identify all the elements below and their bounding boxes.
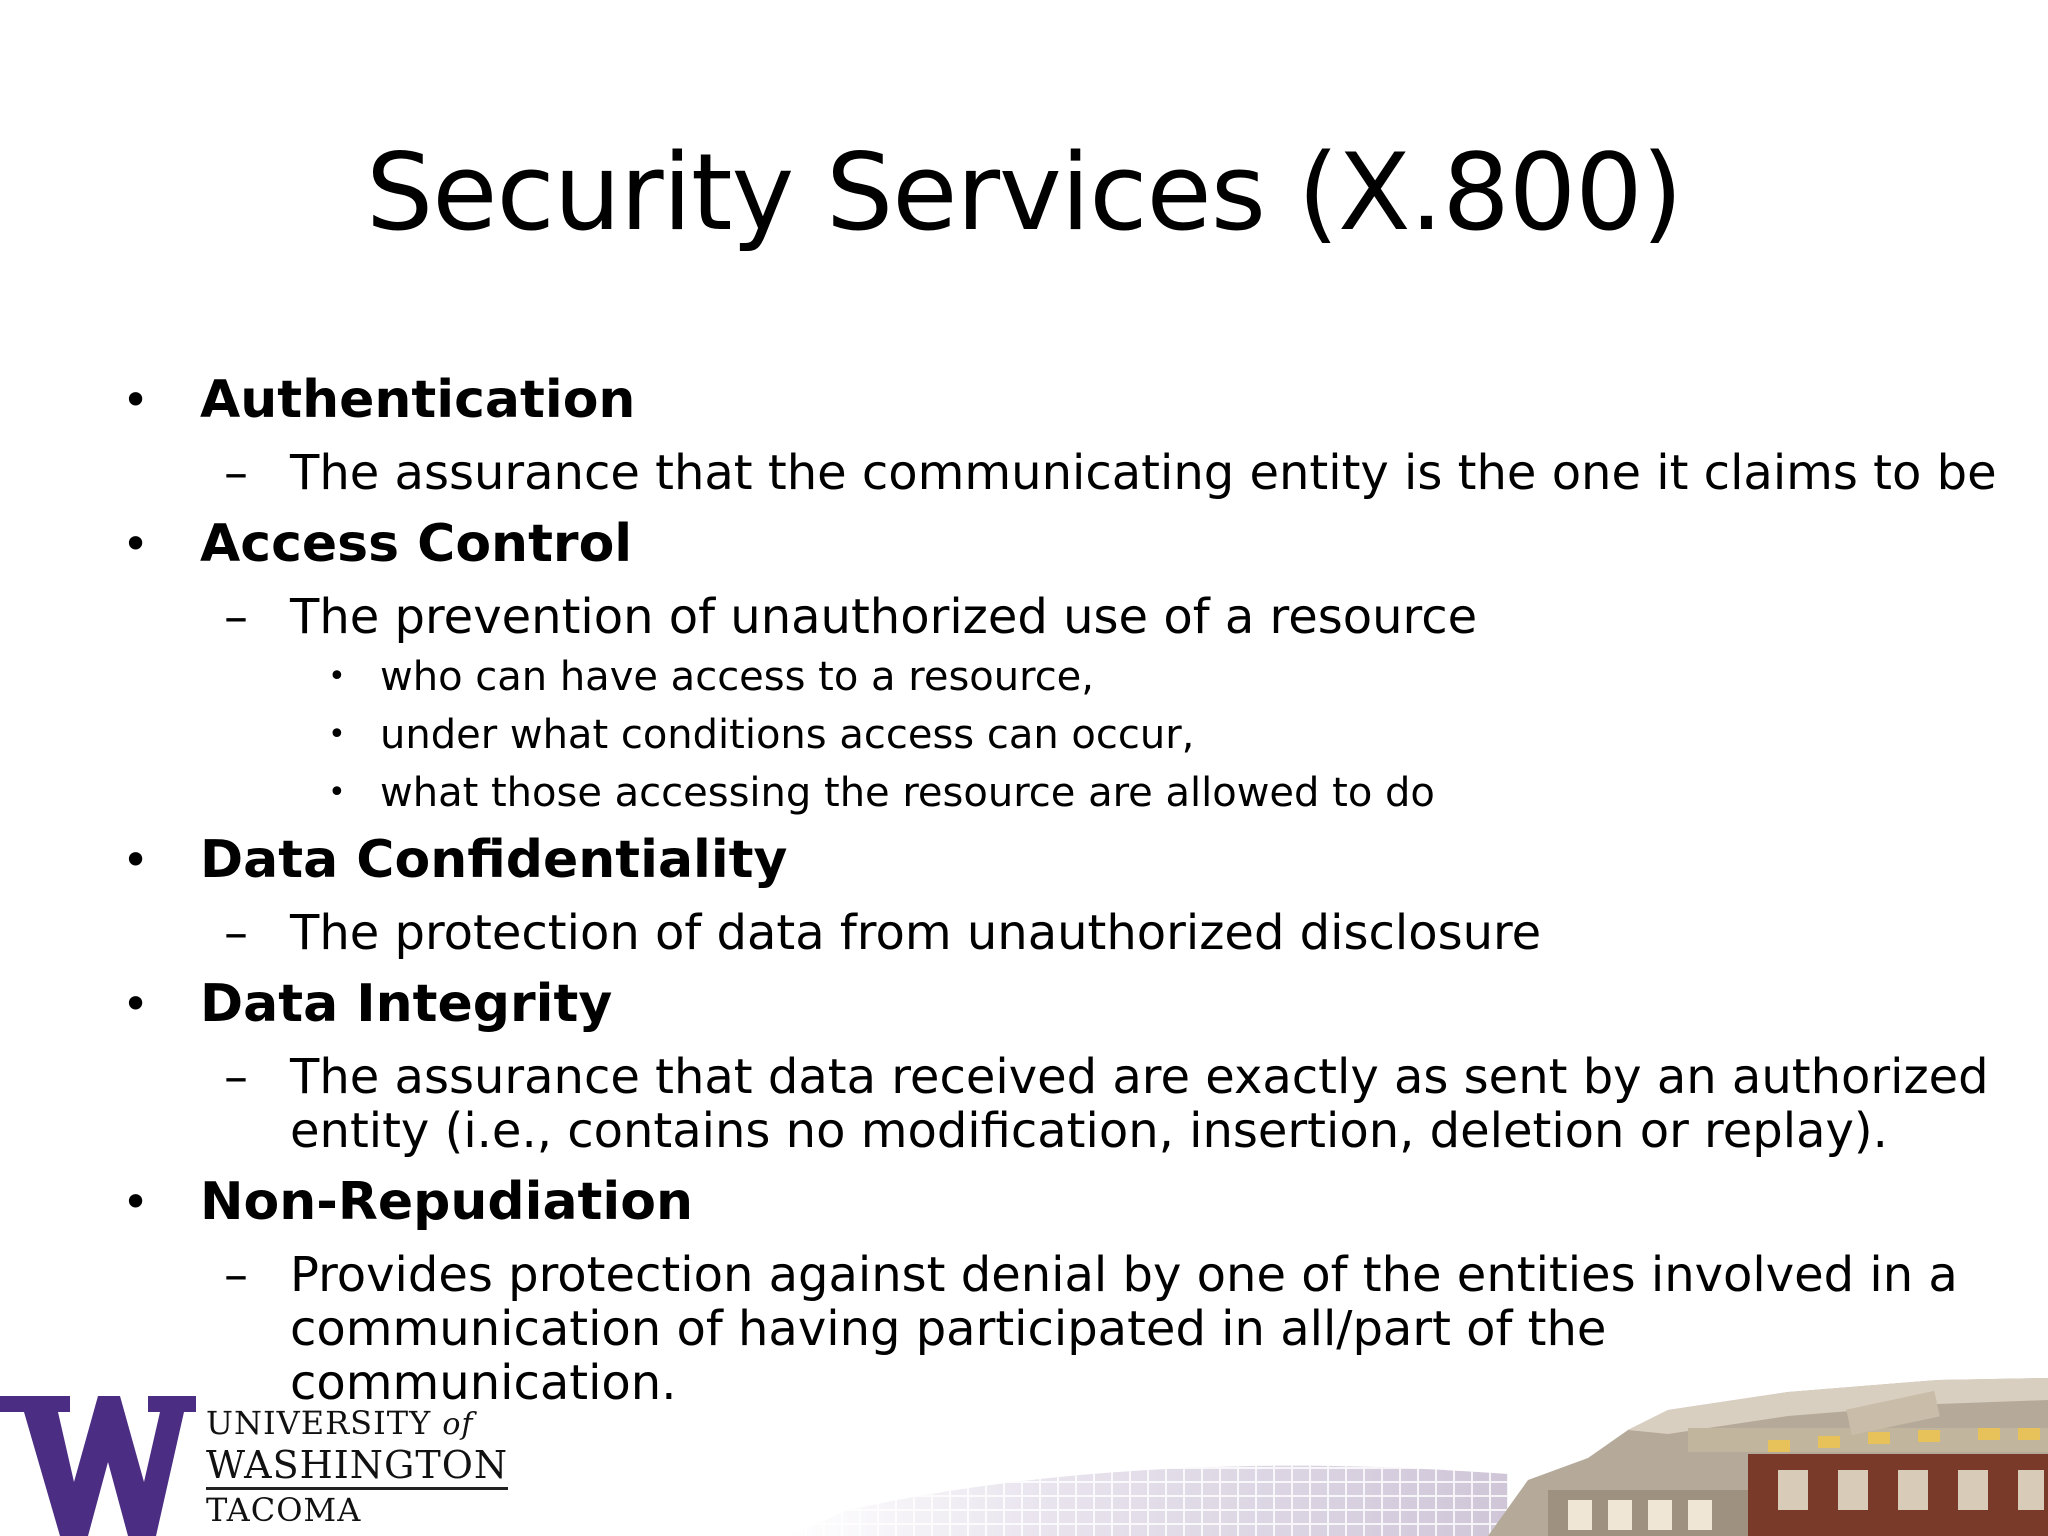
slide-title: Security Services (X.800) [366, 131, 1682, 254]
bullet-detail [120, 1050, 2000, 1158]
bullet-detail-text: The protection of data from unauthorized disclosure [290, 905, 1542, 961]
dash-icon: – [224, 1247, 248, 1303]
bullet-icon: • [122, 977, 150, 1031]
dash-icon: – [224, 589, 248, 645]
dash-icon: – [224, 445, 248, 501]
bullet-icon: • [328, 717, 346, 752]
bullet-detail-text: The assurance that the communicating entity is the one it claims to be [290, 445, 1997, 501]
dash-icon: – [224, 1049, 248, 1105]
bullet-non-repudiation [120, 1168, 2020, 1236]
bullet-icon: • [122, 1175, 150, 1229]
bullet-heading: Authentication [200, 370, 636, 430]
uw-logo-line1: UNIVERSITY of [206, 1404, 474, 1442]
bullet-detail-text: Provides protection against denial by one of the entities involved in a communication of having participated in all/part of the communication. [290, 1247, 1958, 1411]
sub-bullet-text: under what conditions access can occur, [380, 712, 1195, 758]
bullet-icon: • [328, 659, 346, 694]
uw-logo-line2: WASHINGTON [206, 1445, 508, 1490]
sub-bullet [120, 706, 2020, 764]
slide-footer [0, 1370, 2048, 1536]
bullet-heading: Data Integrity [200, 974, 613, 1034]
pinkerton-building-icon [1488, 1378, 2048, 1536]
bullet-detail-text: The prevention of unauthorized use of a resource [290, 589, 1478, 645]
bullet-data-confidentiality [120, 826, 2020, 894]
dash-icon: – [224, 905, 248, 961]
bullet-access-control [120, 510, 2020, 578]
bullet-detail [120, 590, 2000, 644]
building-banner-image [788, 1370, 2048, 1536]
bullet-detail-text: The assurance that data received are exactly as sent by an authorized entity (i.e., contains no modification, insertion, deletion or replay). [290, 1049, 1989, 1159]
bullet-heading: Non-Repudiation [200, 1172, 693, 1232]
bullet-icon: • [122, 373, 150, 427]
bullet-detail [120, 906, 2000, 960]
uw-logo-line3: TACOMA [206, 1491, 362, 1529]
uw-tacoma-logo [0, 1386, 510, 1536]
sub-bullet [120, 764, 2020, 822]
bullet-heading: Data Confidentiality [200, 830, 788, 890]
w-logo-icon [0, 1386, 200, 1536]
bullet-data-integrity [120, 970, 2020, 1038]
sub-bullet [120, 648, 2020, 706]
bullet-heading: Access Control [200, 514, 633, 574]
uw-logo-text [206, 1403, 508, 1530]
sub-bullet-text: what those accessing the resource are allowed to do [380, 770, 1435, 816]
sub-bullet-text: who can have access to a resource, [380, 654, 1095, 700]
bullet-icon: • [122, 517, 150, 571]
bullet-authentication [120, 366, 2020, 434]
bullet-icon: • [122, 833, 150, 887]
bullet-icon: • [328, 775, 346, 810]
bullet-detail [120, 446, 2000, 500]
slide-content [120, 362, 2020, 1420]
